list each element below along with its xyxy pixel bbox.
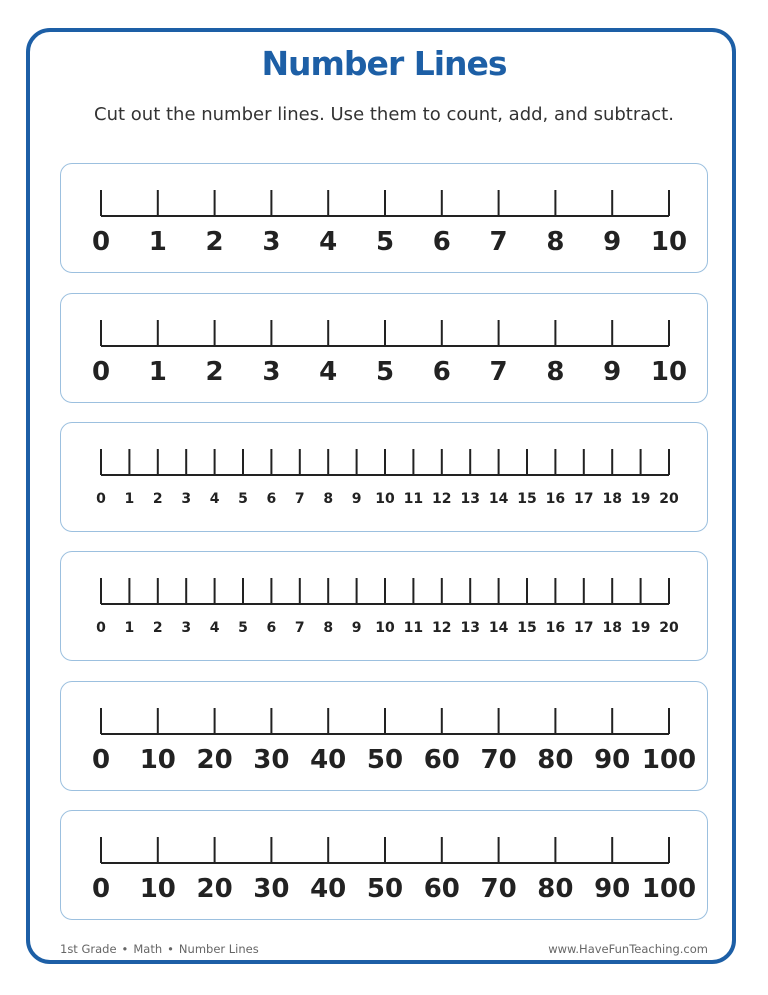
tick-label: 80 (537, 874, 574, 904)
tick-label: 90 (594, 745, 631, 775)
tick-label: 60 (423, 745, 460, 775)
tick-label: 10 (650, 227, 688, 257)
tick-label: 5 (238, 491, 248, 507)
tick-label: 13 (460, 491, 480, 507)
tick-label: 4 (319, 227, 338, 257)
footer-topic: Number Lines (178, 942, 259, 956)
tick-label: 10 (375, 620, 395, 636)
tick-label: 8 (323, 491, 334, 507)
tick-label: 80 (537, 745, 574, 775)
number-line-3 (61, 423, 709, 533)
tick-label: 100 (641, 745, 697, 775)
tick-label: 2 (152, 491, 163, 507)
tick-label: 20 (659, 491, 679, 507)
footer-breadcrumb (60, 942, 259, 956)
tick-label: 17 (574, 491, 594, 507)
tick-label: 50 (366, 874, 404, 904)
tick-label: 7 (489, 227, 508, 257)
tick-label: 90 (594, 874, 631, 904)
number-line-1 (61, 164, 709, 274)
tick-label: 6 (432, 227, 451, 257)
footer-grade: 1st Grade (60, 942, 117, 956)
tick-label: 2 (152, 620, 163, 636)
tick-label: 9 (603, 357, 622, 387)
tick-label: 11 (403, 491, 424, 507)
tick-label: 4 (319, 357, 338, 387)
tick-label: 20 (196, 874, 233, 904)
tick-label: 5 (375, 357, 395, 387)
tick-label: 14 (488, 491, 509, 507)
tick-label: 7 (489, 357, 508, 387)
number-line-card-3 (60, 422, 708, 532)
tick-label: 1 (124, 491, 135, 507)
tick-label: 10 (375, 491, 395, 507)
tick-label: 3 (181, 491, 192, 507)
tick-label: 6 (266, 620, 277, 636)
tick-label: 2 (205, 357, 224, 387)
number-line-card-6 (60, 810, 708, 920)
number-line-6 (61, 811, 709, 921)
tick-label: 0 (96, 491, 106, 507)
tick-label: 0 (91, 227, 111, 257)
number-line-card-4 (60, 551, 708, 661)
tick-label: 9 (603, 227, 622, 257)
tick-label: 9 (351, 491, 362, 507)
tick-label: 1 (124, 620, 135, 636)
tick-label: 20 (659, 620, 679, 636)
tick-label: 0 (96, 620, 106, 636)
number-line-card-1 (60, 163, 708, 273)
tick-label: 100 (641, 874, 697, 904)
tick-label: 5 (375, 227, 395, 257)
tick-label: 30 (253, 874, 290, 904)
tick-label: 16 (545, 491, 566, 507)
tick-label: 16 (545, 620, 566, 636)
number-line-5 (61, 682, 709, 792)
tick-label: 1 (148, 357, 167, 387)
tick-label: 4 (209, 491, 220, 507)
tick-label: 18 (602, 620, 622, 636)
tick-label: 15 (517, 491, 537, 507)
tick-label: 5 (238, 620, 248, 636)
tick-label: 19 (630, 491, 651, 507)
tick-label: 0 (91, 357, 111, 387)
tick-label: 3 (262, 357, 281, 387)
page-title: Number Lines (261, 44, 507, 83)
footer-separator: • (167, 942, 174, 956)
tick-label: 7 (294, 620, 305, 636)
number-line-2 (61, 294, 709, 404)
tick-label: 10 (650, 357, 688, 387)
tick-label: 12 (432, 491, 452, 507)
tick-label: 9 (351, 620, 362, 636)
number-line-card-2 (60, 293, 708, 403)
tick-label: 7 (294, 491, 305, 507)
tick-label: 8 (546, 357, 565, 387)
tick-label: 6 (266, 491, 277, 507)
tick-label: 0 (91, 874, 111, 904)
tick-label: 2 (205, 227, 224, 257)
tick-label: 6 (432, 357, 451, 387)
tick-label: 14 (488, 620, 509, 636)
tick-label: 30 (253, 745, 290, 775)
footer-separator: • (121, 942, 129, 956)
tick-label: 70 (480, 874, 517, 904)
tick-label: 13 (460, 620, 480, 636)
tick-label: 11 (403, 620, 424, 636)
tick-label: 40 (310, 745, 347, 775)
tick-label: 40 (310, 874, 347, 904)
tick-label: 50 (366, 745, 404, 775)
tick-label: 4 (209, 620, 220, 636)
tick-label: 8 (546, 227, 565, 257)
tick-label: 1 (148, 227, 167, 257)
tick-label: 3 (181, 620, 192, 636)
tick-label: 3 (262, 227, 281, 257)
number-line-card-5 (60, 681, 708, 791)
tick-label: 60 (423, 874, 460, 904)
footer-website: www.HaveFunTeaching.com (548, 942, 708, 956)
tick-label: 0 (91, 745, 111, 775)
footer-subject: Math (133, 942, 163, 956)
tick-label: 17 (574, 620, 594, 636)
tick-label: 18 (602, 491, 622, 507)
tick-label: 10 (139, 745, 176, 775)
tick-label: 70 (480, 745, 517, 775)
tick-label: 10 (139, 874, 176, 904)
tick-label: 12 (432, 620, 452, 636)
tick-label: 8 (323, 620, 334, 636)
number-line-4 (61, 552, 709, 662)
tick-label: 20 (196, 745, 233, 775)
tick-label: 19 (630, 620, 651, 636)
tick-label: 15 (517, 620, 537, 636)
instructions: Cut out the number lines. Use them to count, add, and subtract. (94, 104, 674, 125)
